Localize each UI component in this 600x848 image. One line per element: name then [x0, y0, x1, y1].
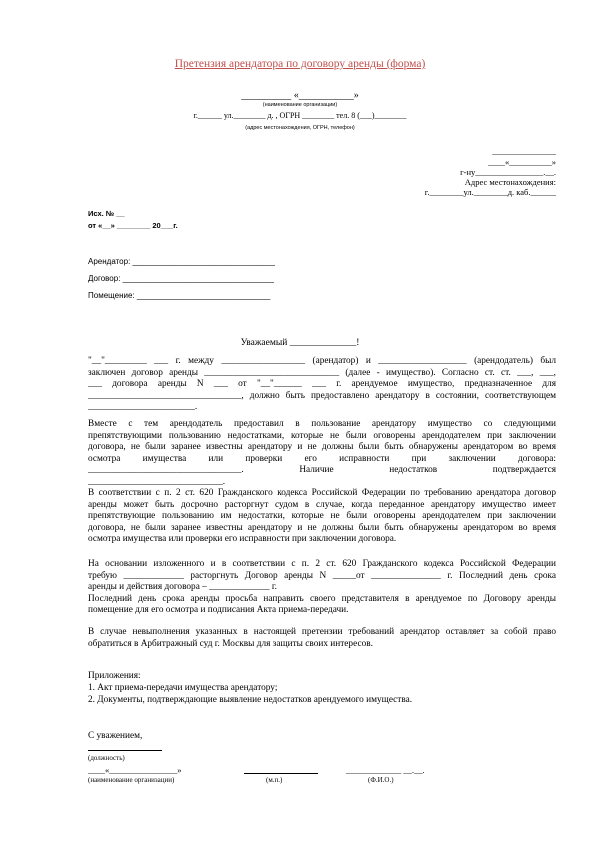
paragraph-defects	[88, 419, 556, 489]
text-line: препятствующие пользованию им недостатки, которые не были оговорены арендодателем при заключении	[88, 511, 556, 522]
recipient-line-3: г-ну________________.__.	[460, 167, 556, 177]
paragraph-legal-basis	[88, 488, 556, 546]
paragraph-contract-terms	[88, 356, 556, 414]
recipient-line-2: ____«__________»	[488, 157, 556, 167]
text-line: _________________________________. Наличие недостатков подтверждается	[88, 465, 556, 476]
sender-address-caption: (адрес местонахождения, ОГРН, телефон)	[245, 125, 355, 131]
text-line: осмотра имущества или проверки его исправности при заключении договора.	[88, 534, 397, 545]
seal-caption: (м.п.)	[266, 776, 283, 784]
signature-org-line: ____«________________»	[88, 765, 182, 775]
signature-org-caption: (наименование организации)	[88, 776, 175, 784]
sender-org-caption: (наименование организации)	[262, 102, 338, 108]
recipient-line-1: _______________	[492, 146, 556, 156]
recipient-line-4: Адрес местонахождения:	[464, 177, 556, 187]
text-line: препятствующими пользованию недостатками, которые не были оговорены арендодателем при заключении	[88, 430, 556, 441]
position-caption: (должность)	[88, 754, 125, 762]
paragraph-demand	[88, 559, 556, 617]
text-line: В случае невыполнения указанных в настоящей претензии требований арендатор оставляет за собой право	[88, 627, 556, 637]
outgoing-date: от «__» ________ 20___г.	[88, 221, 178, 230]
text-line: ___ договора аренды N ___ от "__"______ ___ г. арендуемое имущество, предназначенное для	[88, 379, 556, 390]
position-line	[88, 750, 162, 751]
premises-field: Помещение: ______________________________	[88, 291, 271, 300]
contract-field: Договор: __________________________________	[88, 274, 274, 283]
signature-name-line: _____________ __.__.	[346, 765, 425, 775]
text-line: "__"_________ ___ г. между __________________ (арендатор) и ___________________ (арендодатель) был	[88, 356, 556, 366]
text-line: _________________________________, должно быть предоставлено арендатору в состоянии, соответствующем	[88, 390, 556, 401]
text-line: обратиться в Арбитражный суд г. Москвы для защиты своих интересов.	[88, 638, 373, 649]
document-title: Претензия арендатора по договору аренды (форма)	[174, 58, 426, 70]
text-line: договора, не были заранее известны арендатору и не должны были быть обнаружены арендатором во время	[88, 442, 556, 453]
tenant-field: Арендатор: ________________________________	[88, 257, 275, 266]
text-line: требую _____________ расторгнуть Договор аренды N _____от _______________ г. Последний день срока	[88, 570, 556, 581]
closing-phrase: С уважением,	[88, 731, 143, 741]
seal-line	[244, 773, 318, 774]
text-line: аренды и действия договора – _____________ г.	[88, 582, 277, 593]
sender-org-name: __________ «___________»	[241, 90, 359, 101]
recipient-line-5: г.________ул.________д. каб.______	[424, 187, 556, 197]
text-line: _____________________________.	[88, 476, 226, 487]
text-line: В соответствии с п. 2 ст. 620 Гражданского кодекса Российской Федерации по требованию арендатора договор	[88, 488, 556, 498]
text-line: Последний день срока аренды просьба направить своего представителя в арендуемое по Договору аренды	[88, 593, 556, 604]
signature-name-caption: (Ф.И.О.)	[368, 776, 394, 784]
text-line: помещение для его осмотра и подписания Акта приема-передачи.	[88, 605, 349, 616]
attachments-heading: Приложения:	[88, 671, 141, 681]
attachment-item: 2. Документы, подтверждающие выявление недостатков арендуемого имущества.	[88, 695, 413, 705]
text-line: На основании изложенного и в соответствии с п. 2 ст. 620 Гражданского кодекса Российской Федерации	[88, 559, 556, 569]
text-line: аренды может быть досрочно расторгнут судом в случае, когда переданное арендатору имущество имеет	[88, 499, 556, 510]
outgoing-number: Исх. № __	[88, 209, 125, 218]
text-line: осмотра имущества или проверки его исправности при заключении договора:	[88, 453, 556, 464]
paragraph-court-warning	[88, 627, 556, 650]
text-line: договора, не были заранее известны арендатору и не должны были быть обнаружены арендатором во время	[88, 522, 556, 533]
sender-address: г.______ ул.________ д. , ОГРН ________ тел. 8 (___)________	[193, 111, 407, 120]
text-line: заключен договор аренды _____________________________ (далее - имущество). Согласно ст. ст. ___, ___,	[88, 367, 556, 378]
salutation: Уважаемый ______________!	[240, 338, 360, 348]
attachment-item: 1. Акт приема-передачи имущества арендатору;	[88, 683, 278, 693]
text-line: Вместе с тем арендодатель предоставил в пользование арендатору имущество со следующими	[88, 419, 556, 429]
text-line: _______________________.	[88, 402, 198, 413]
